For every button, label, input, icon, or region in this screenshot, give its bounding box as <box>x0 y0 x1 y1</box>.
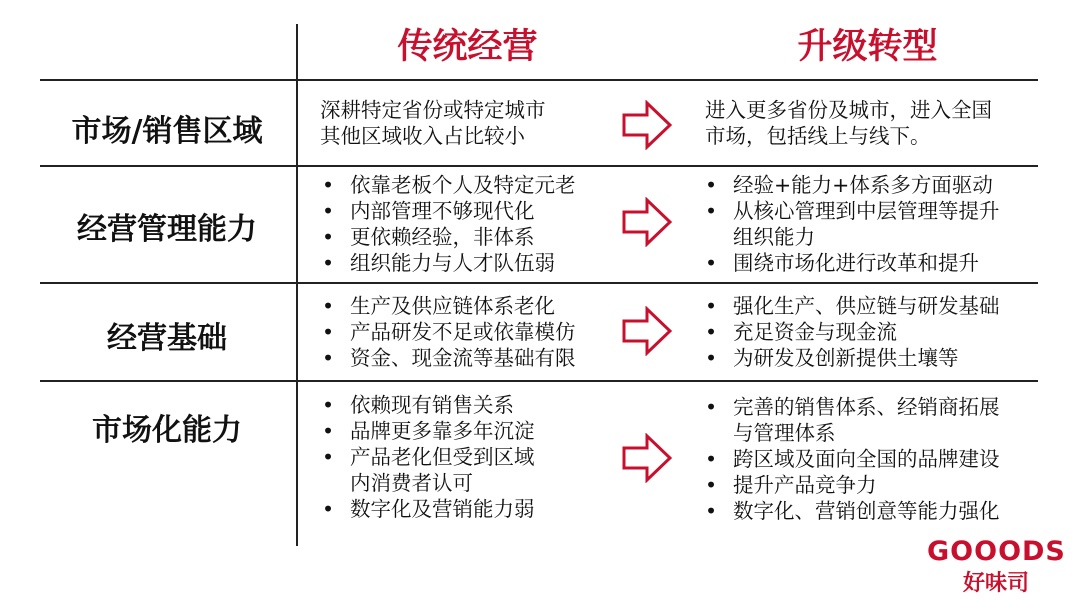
row1-upgrade-line: 市场，包括线上与线下。 <box>705 124 931 148</box>
brand-logo <box>927 536 1065 596</box>
row3-upgrade <box>703 293 1000 371</box>
row-divider-3 <box>40 380 1038 382</box>
row1-traditional <box>320 97 546 149</box>
row3-traditional <box>320 293 576 371</box>
outline-right-arrow-icon <box>622 100 672 150</box>
row1-upgrade <box>705 97 992 149</box>
row1-upgrade-line: 进入更多省份及城市，进入全国 <box>705 98 992 122</box>
row-divider-2 <box>40 282 1038 284</box>
row2-upgrade <box>703 172 1000 276</box>
list-item: • 更依赖经验，非体系 <box>322 225 535 249</box>
row-label-management: 经营管理能力 <box>77 212 257 247</box>
list-item: • 依赖现有销售关系 <box>322 393 514 417</box>
row4-upgrade <box>703 394 1000 524</box>
outline-right-arrow-icon <box>622 197 672 247</box>
list-item-continuation: 组织能力 <box>733 225 815 249</box>
row1-traditional-line: 其他区域收入占比较小 <box>320 124 525 148</box>
list-item: • 品牌更多靠多年沉淀 <box>322 419 535 443</box>
list-item: • 生产及供应链体系老化 <box>322 294 555 318</box>
row4-traditional <box>320 392 535 522</box>
row-label-foundation: 经营基础 <box>107 321 227 356</box>
list-item: • 充足资金与现金流 <box>705 320 897 344</box>
list-item: • 依靠老板个人及特定元老 <box>322 173 576 197</box>
outline-right-arrow-icon <box>622 306 672 356</box>
logo-wordmark: GOOODS <box>927 536 1066 567</box>
outline-right-arrow-icon <box>622 433 672 483</box>
list-item: • 数字化、营销创意等能力强化 <box>705 499 1000 523</box>
list-item: • 跨区域及面向全国的品牌建设 <box>705 447 1000 471</box>
list-item: • 经验+能力+体系多方面驱动 <box>705 173 993 197</box>
row2-traditional <box>320 172 576 276</box>
list-item: • 内部管理不够现代化 <box>322 199 535 223</box>
header-rule <box>40 79 1038 81</box>
row-divider-1 <box>40 165 1038 167</box>
list-item: • 资金、现金流等基础有限 <box>322 346 576 370</box>
list-item: • 完善的销售体系、经销商拓展 <box>705 395 1000 419</box>
header-upgrade: 升级转型 <box>797 27 938 67</box>
list-item: • 为研发及创新提供土壤等 <box>705 346 959 370</box>
list-item: • 强化生产、供应链与研发基础 <box>705 294 1000 318</box>
list-item: • 提升产品竞争力 <box>705 473 877 497</box>
list-item: • 从核心管理到中层管理等提升 <box>705 199 1000 223</box>
list-item-continuation: 内消费者认可 <box>350 471 473 495</box>
header-traditional: 传统经营 <box>397 27 538 67</box>
list-item: • 数字化及营销能力弱 <box>322 497 535 521</box>
list-item: • 组织能力与人才队伍弱 <box>322 251 555 275</box>
list-item: • 产品研发不足或依靠模仿 <box>322 320 576 344</box>
list-item: • 围绕市场化进行改革和提升 <box>705 251 979 275</box>
list-item: • 产品老化但受到区域 <box>322 445 535 469</box>
row-label-marketization: 市场化能力 <box>92 413 242 448</box>
row1-traditional-line: 深耕特定省份或特定城市 <box>320 98 546 122</box>
column-divider <box>296 24 298 546</box>
row-label-market-region: 市场/销售区域 <box>71 114 263 149</box>
list-item-continuation: 与管理体系 <box>733 421 836 445</box>
logo-chinese-name: 好味司 <box>962 571 1029 596</box>
